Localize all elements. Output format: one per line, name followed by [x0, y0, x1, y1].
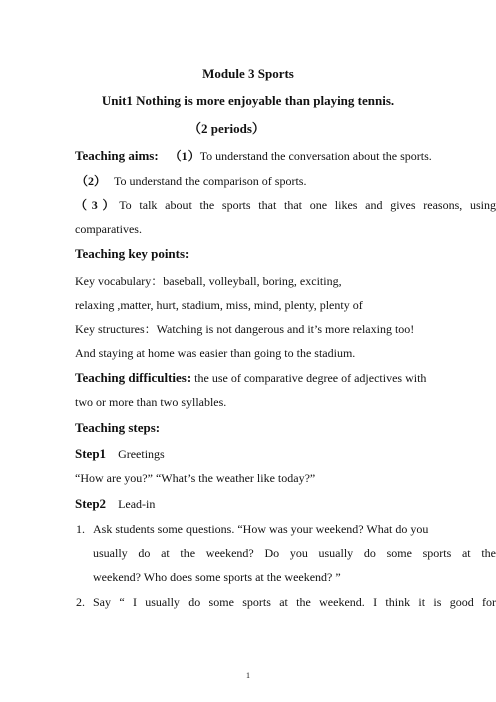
aims-item-2-number: （2） — [76, 174, 107, 188]
difficulties-label: Teaching difficulties: — [75, 370, 192, 385]
step2-item-1-line-3: weekend? Who does some sports at the weekend? ” — [93, 570, 341, 584]
key-structures-line-1: Key structures：Watching is not dangerous and it’s more relaxing too! — [75, 322, 415, 336]
difficulties-text: the use of comparative degree of adjectives with — [191, 371, 427, 385]
aims-line-2 — [76, 173, 306, 189]
aims-item-1-text: To understand the conversation about the sports. — [199, 149, 432, 163]
aims-label: Teaching aims: — [75, 148, 159, 163]
aims-line-1 — [75, 148, 432, 164]
step2-item-2-number: 2. — [76, 595, 85, 609]
aims-item-3-text: To talk about the sports that that one likes and gives reasons, using — [119, 198, 496, 212]
step2-item-2-line-1: Say “ I usually do some sports at the weekend. I think it is good for — [93, 595, 496, 609]
unit-title: Unit1 Nothing is more enjoyable than playing tennis. — [101, 93, 395, 108]
key-vocabulary-line-2: relaxing ,matter, hurt, stadium, miss, mind, plenty, plenty of — [75, 298, 363, 312]
step2-item-1-number: 1. — [76, 522, 85, 536]
step2-heading — [75, 496, 155, 512]
step1-text: “How are you?” “What’s the weather like today?” — [75, 471, 316, 485]
step1-label: Step1 — [75, 446, 107, 461]
difficulties-line-1 — [75, 370, 426, 386]
page-number: 1 — [246, 671, 250, 680]
module-title: Module 3 Sports — [202, 66, 294, 81]
key-vocabulary-line-1: Key vocabulary：baseball, volleyball, boring, exciting, — [75, 274, 342, 288]
step2-item-1-line-2: usually do at the weekend? Do you usually do some sports at the — [93, 546, 496, 560]
step1-heading — [75, 446, 165, 462]
key-points-label: Teaching key points: — [75, 246, 190, 261]
steps-label: Teaching steps: — [75, 420, 161, 435]
difficulties-line-2: two or more than two syllables. — [75, 395, 227, 409]
step2-item-1-line-1: Ask students some questions. “How was your weekend? What do you — [93, 522, 429, 536]
aims-item-2-text: To understand the comparison of sports. — [114, 174, 307, 188]
aims-item-3-number: （3） — [75, 198, 120, 212]
aims-item-1-number: （1） — [169, 149, 200, 163]
step2-title: Lead-in — [118, 497, 156, 511]
aims-line-4: comparatives. — [75, 222, 142, 236]
aims-line-3 — [75, 197, 496, 213]
step1-title: Greetings — [118, 447, 165, 461]
key-structures-line-2: And staying at home was easier than going to the stadium. — [75, 346, 356, 360]
step2-label: Step2 — [75, 496, 107, 511]
periods: （2 periods） — [188, 121, 265, 136]
